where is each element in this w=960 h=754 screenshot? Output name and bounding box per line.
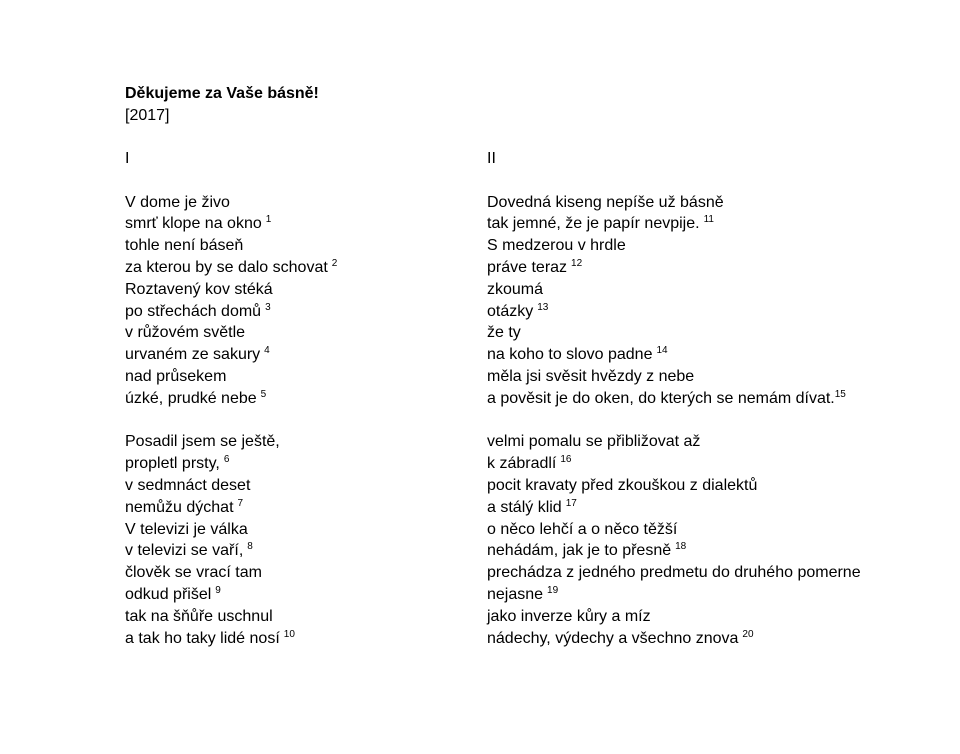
poem-line-text: že ty [487,324,521,342]
poem-line-text: a tak ho taky lidé nosí [125,629,280,647]
poem-line [487,454,861,476]
footnote-marker: 19 [547,584,559,596]
poem-line [125,563,337,585]
poem-line [125,454,337,476]
footnote-marker: 7 [237,497,244,509]
poem-line-text: tak na šňůře uschnul [125,607,273,625]
footnote-marker: 6 [223,454,230,466]
poem-line-text: na koho to slovo padne [487,346,653,364]
footnote-marker: 12 [571,257,583,269]
poem-line-text: za kterou by se dalo schovat [125,258,328,276]
stanza [487,432,861,650]
footnote-marker: 4 [264,345,270,357]
poem-line [487,389,861,411]
stanza [125,432,337,650]
poem-line-text: a pověsit je do oken, do kterých se nemám dívat. [487,389,835,407]
poem-line-text: o něco lehčí a o něco těžší [487,520,678,538]
poem-line [487,302,861,324]
poem-title: Děkujeme za Vaše básně! [125,85,319,102]
poem-line [125,389,337,411]
poem-line-text: Dovedná kiseng nepíše už básně [487,193,724,211]
poem-line-text: nádechy, výdechy a všechno znova [487,629,739,647]
poem-line [487,563,861,585]
poem-line-text: nejasne [487,585,544,603]
poem-line [125,520,337,542]
poem-line [487,520,861,542]
poem-line [487,236,861,258]
poem-line-text: zkoumá [487,280,544,298]
poem-line-text: nemůžu dýchat [125,498,234,516]
poem-line-text: otázky [487,302,534,320]
poem-line [487,498,861,520]
poem-line [125,367,337,389]
poem-line-text: S medzerou v hrdle [487,237,626,255]
poem-line-text: v růžovém světle [125,324,246,342]
poem-line [125,629,337,651]
poem-line [487,476,861,498]
poem-line-text: urvaném ze sakury [125,346,261,364]
poem-line-text: propletl prsty, [125,455,220,473]
poem-line-text: jako inverze kůry a míz [487,607,651,625]
poem-line-text: Roztavený kov stéká [125,280,273,298]
stanza [487,193,861,411]
poem-line [125,258,337,280]
poem-line-text: nehádám, jak je to přesně [487,542,672,560]
stanza [125,193,337,411]
poem-line [125,498,337,520]
poem-line [125,236,337,258]
poem-line [487,323,861,345]
poem-line [487,541,861,563]
poem-line [125,345,337,367]
poem-line [125,432,337,454]
section-numeral: II [487,150,496,167]
section-numeral: I [125,150,130,167]
poem-line [487,432,861,454]
section-column-1 [125,149,337,672]
poem-line [125,280,337,302]
poem-line-text: nad průsekem [125,367,227,385]
poem-line-text: člověk se vrací tam [125,564,262,582]
poem-line [487,214,861,236]
footnote-marker: 5 [260,388,267,400]
poem-line-text: po střechách domů [125,302,262,320]
poem-line [125,585,337,607]
poem-line-text: v televizi se vaří, [125,542,244,560]
poem-line-text: prechádza z jedného predmetu do druhého pomerne [487,564,861,582]
poem-line-text: odkud přišel [125,585,212,603]
footnote-marker: 13 [537,301,549,313]
poem-line [125,302,337,324]
poem-line-text: smrť klope na okno [125,215,262,233]
footnote-marker: 10 [283,628,295,640]
poem-line-text: a stálý klid [487,498,562,516]
poem-line-text: Posadil jsem se ještě, [125,433,280,451]
footnote-marker: 1 [265,214,272,226]
footnote-marker: 20 [742,628,754,640]
footnote-marker: 16 [560,454,572,466]
footnote-marker: 8 [247,541,253,553]
poem-line-text: úzké, prudké nebe [125,389,257,407]
footnote-marker: 9 [215,584,221,596]
poem-line [487,607,861,629]
poem-line [487,367,861,389]
poem-line-text: V dome je živo [125,193,230,211]
footnote-marker: 2 [331,257,338,269]
poem-line-text: velmi pomalu se přibližovat až [487,433,701,451]
poem-year: [2017] [125,107,170,124]
poem-line [125,476,337,498]
poem-line [487,258,861,280]
footnote-marker: 18 [675,541,687,553]
poem-line [487,193,861,215]
poem-line [487,280,861,302]
poem-line-text: tak jemné, že je papír nevpije. [487,215,700,233]
poem-line-text: v sedmnáct deset [125,476,251,494]
footnote-marker: 14 [656,345,668,357]
poem-line-text: měla jsi svěsit hvězdy z nebe [487,367,695,385]
poem-line-text: V televizi je válka [125,520,248,538]
poem-line [125,541,337,563]
footnote-marker: 11 [703,214,714,226]
poem-line [125,193,337,215]
poem-line-text: k zábradlí [487,455,557,473]
poem-line [125,214,337,236]
poem-line [487,585,861,607]
poem-line-text: práve teraz [487,258,568,276]
footnote-marker: 15 [834,388,846,400]
footnote-marker: 17 [565,497,577,509]
poem-line-text: pocit kravaty před zkouškou z dialektů [487,476,758,494]
section-column-2 [487,149,861,672]
poem-line [487,629,861,651]
poem-line [125,323,337,345]
poem-line [487,345,861,367]
footnote-marker: 3 [265,301,271,313]
poem-line-text: tohle není báseň [125,237,244,255]
poem-line [125,607,337,629]
